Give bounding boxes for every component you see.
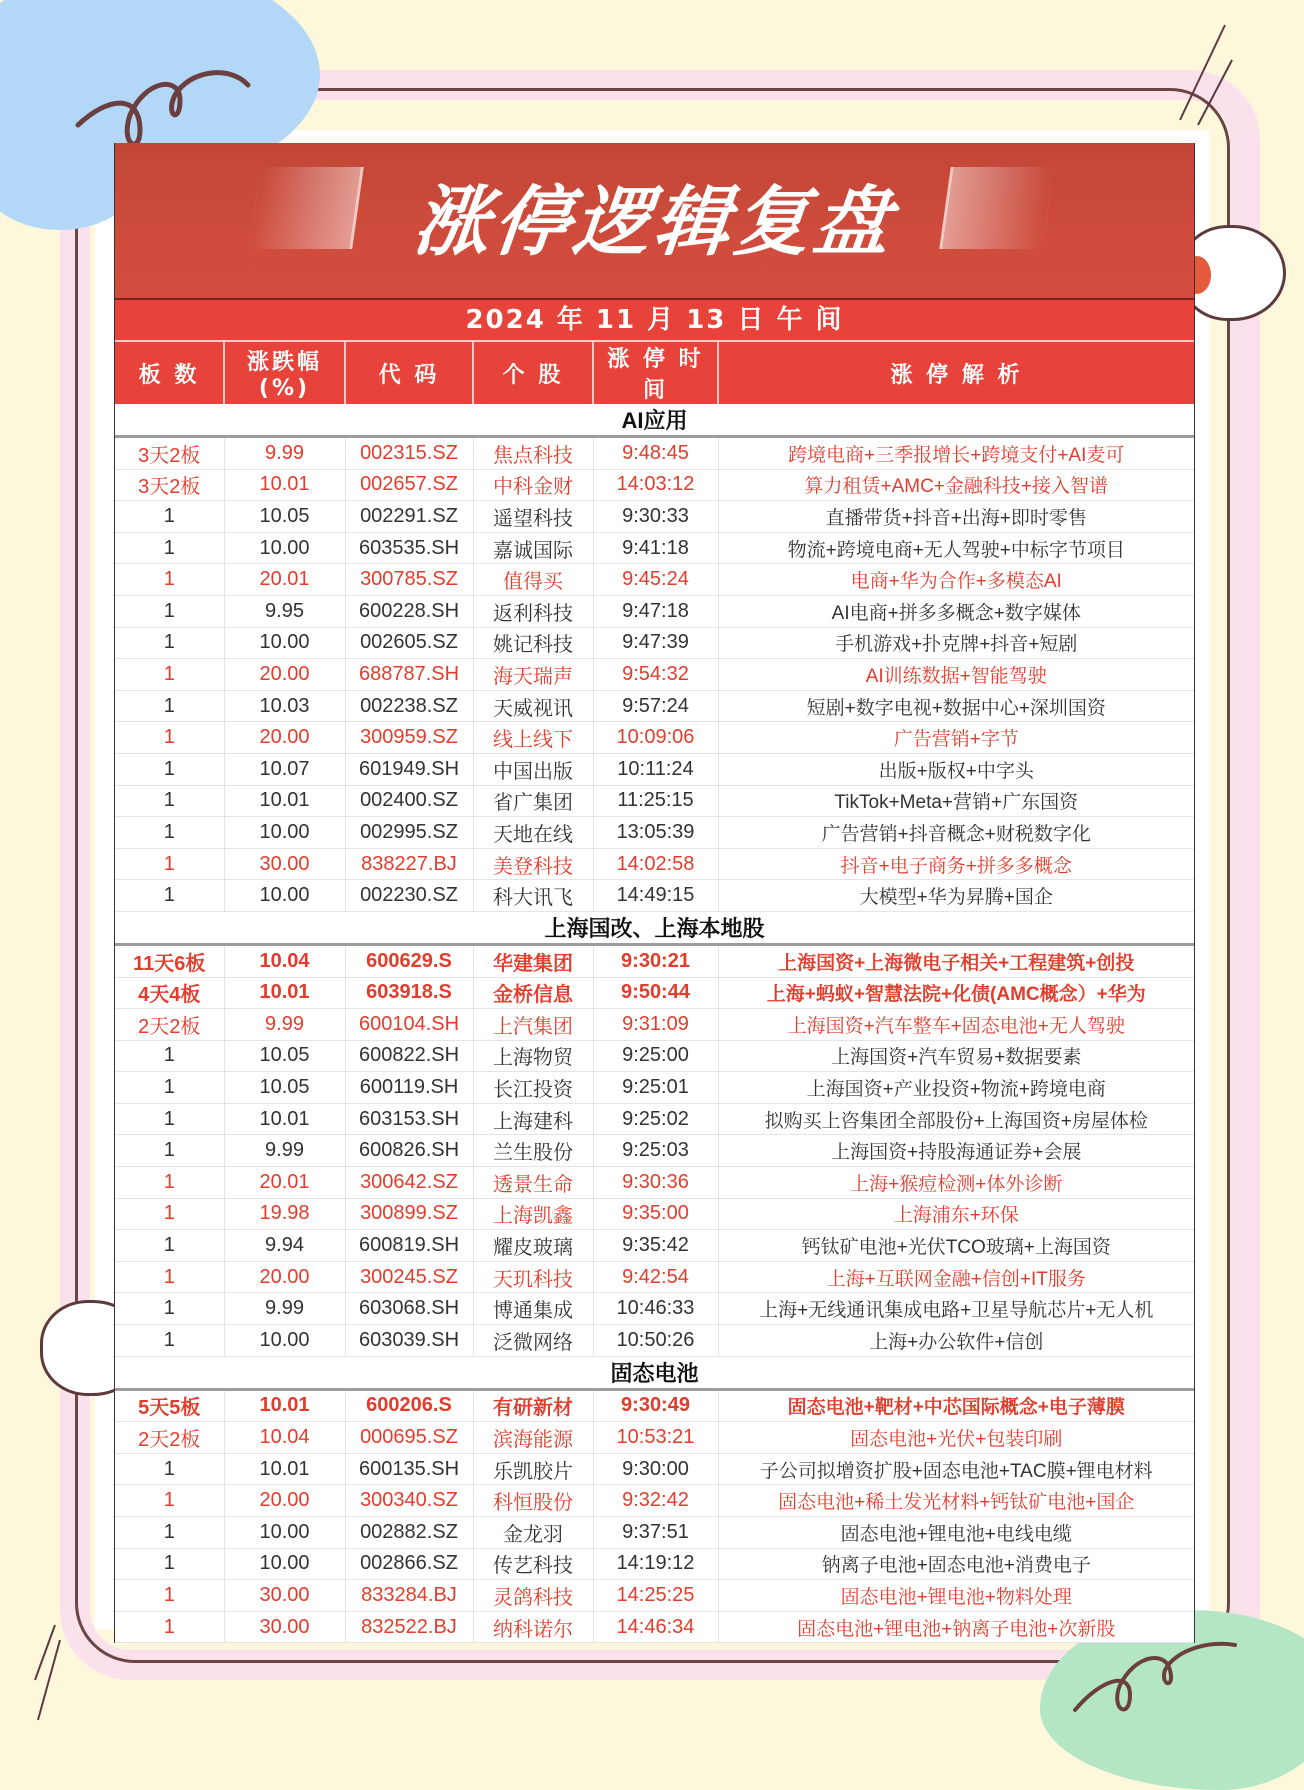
change-percent-cell: 10.00 bbox=[224, 627, 345, 659]
section-title: AI应用 bbox=[115, 404, 1194, 437]
stock-code-cell: 002400.SZ bbox=[345, 785, 473, 817]
section-header-row bbox=[115, 404, 1194, 437]
stock-code-cell: 300245.SZ bbox=[345, 1261, 473, 1293]
board-count-cell: 1 bbox=[115, 1293, 224, 1325]
board-count-cell: 3天2板 bbox=[115, 437, 224, 470]
analysis-cell: 固态电池+锂电池+电线电缆 bbox=[718, 1517, 1194, 1549]
stock-name-cell: 省广集团 bbox=[473, 785, 593, 817]
stock-name-cell: 泛微网络 bbox=[473, 1325, 593, 1357]
board-count-cell: 1 bbox=[115, 1580, 224, 1612]
limit-up-time-cell: 13:05:39 bbox=[593, 817, 718, 849]
table-row bbox=[115, 1389, 1194, 1422]
stock-name-cell: 值得买 bbox=[473, 564, 593, 596]
stock-code-cell: 002657.SZ bbox=[345, 469, 473, 501]
table-row bbox=[115, 753, 1194, 785]
change-percent-cell: 20.01 bbox=[224, 1167, 345, 1199]
table-row bbox=[115, 944, 1194, 977]
board-count-cell: 1 bbox=[115, 848, 224, 880]
table-row bbox=[115, 1261, 1194, 1293]
analysis-cell: TikTok+Meta+营销+广东国资 bbox=[718, 785, 1194, 817]
analysis-cell: 固态电池+稀土发光材料+钙钛矿电池+国企 bbox=[718, 1485, 1194, 1517]
stock-code-cell: 002605.SZ bbox=[345, 627, 473, 659]
change-percent-cell: 9.95 bbox=[224, 595, 345, 627]
stock-code-cell: 600822.SH bbox=[345, 1040, 473, 1072]
board-count-cell: 1 bbox=[115, 1135, 224, 1167]
board-count-cell: 1 bbox=[115, 1230, 224, 1262]
analysis-cell: AI训练数据+智能驾驶 bbox=[718, 659, 1194, 691]
stock-name-cell: 上汽集团 bbox=[473, 1009, 593, 1041]
analysis-cell: 电商+华为合作+多模态AI bbox=[718, 564, 1194, 596]
change-percent-cell: 10.00 bbox=[224, 1325, 345, 1357]
limit-up-time-cell: 14:46:34 bbox=[593, 1611, 718, 1643]
limit-up-time-cell: 14:03:12 bbox=[593, 469, 718, 501]
stock-name-cell: 上海物贸 bbox=[473, 1040, 593, 1072]
limit-up-time-cell: 9:48:45 bbox=[593, 437, 718, 470]
table-row bbox=[115, 1009, 1194, 1041]
change-percent-cell: 9.99 bbox=[224, 1293, 345, 1325]
scratch-line-decoration bbox=[30, 1620, 100, 1730]
limit-up-time-cell: 9:30:49 bbox=[593, 1389, 718, 1422]
section-header-row bbox=[115, 1356, 1194, 1389]
stock-code-cell: 603153.SH bbox=[345, 1103, 473, 1135]
stock-code-cell: 600826.SH bbox=[345, 1135, 473, 1167]
stock-code-cell: 603535.SH bbox=[345, 532, 473, 564]
change-percent-cell: 20.00 bbox=[224, 1261, 345, 1293]
stock-code-cell: 603039.SH bbox=[345, 1325, 473, 1357]
title-banner bbox=[115, 143, 1194, 300]
stock-name-cell: 科大讯飞 bbox=[473, 880, 593, 912]
limit-up-time-cell: 9:47:18 bbox=[593, 595, 718, 627]
change-percent-cell: 9.99 bbox=[224, 1009, 345, 1041]
change-percent-cell: 20.01 bbox=[224, 564, 345, 596]
stock-name-cell: 天地在线 bbox=[473, 817, 593, 849]
board-count-cell: 1 bbox=[115, 753, 224, 785]
page-title: 涨停逻辑复盘 bbox=[409, 177, 899, 266]
stock-name-cell: 焦点科技 bbox=[473, 437, 593, 470]
limit-up-time-cell: 9:25:00 bbox=[593, 1040, 718, 1072]
change-percent-cell: 10.03 bbox=[224, 690, 345, 722]
table-row bbox=[115, 1517, 1194, 1549]
limit-up-time-cell: 14:49:15 bbox=[593, 880, 718, 912]
stock-name-cell: 上海凯鑫 bbox=[473, 1198, 593, 1230]
limit-up-time-cell: 9:41:18 bbox=[593, 532, 718, 564]
analysis-cell: 上海+蚂蚁+智慧法院+化债(AMC概念）+华为 bbox=[718, 977, 1194, 1009]
limit-up-time-cell: 10:09:06 bbox=[593, 722, 718, 754]
stock-name-cell: 长江投资 bbox=[473, 1072, 593, 1104]
stock-name-cell: 兰生股份 bbox=[473, 1135, 593, 1167]
column-header-stock: 个 股 bbox=[473, 342, 593, 404]
change-percent-cell: 10.00 bbox=[224, 1517, 345, 1549]
analysis-cell: 物流+跨境电商+无人驾驶+中标字节项目 bbox=[718, 532, 1194, 564]
stock-code-cell: 838227.BJ bbox=[345, 848, 473, 880]
table-row bbox=[115, 1485, 1194, 1517]
column-header-change: 涨跌幅(%) bbox=[224, 342, 345, 404]
stock-code-cell: 688787.SH bbox=[345, 659, 473, 691]
analysis-cell: 拟购买上咨集团全部股份+上海国资+房屋体检 bbox=[718, 1103, 1194, 1135]
stock-name-cell: 有研新材 bbox=[473, 1389, 593, 1422]
change-percent-cell: 30.00 bbox=[224, 1580, 345, 1612]
limit-up-time-cell: 9:25:01 bbox=[593, 1072, 718, 1104]
date-bar: 2024 年 11 月 13 日 午 间 bbox=[115, 300, 1194, 342]
table-row bbox=[115, 880, 1194, 912]
table-row bbox=[115, 690, 1194, 722]
table-row bbox=[115, 627, 1194, 659]
change-percent-cell: 10.05 bbox=[224, 501, 345, 533]
table-row bbox=[115, 722, 1194, 754]
stock-code-cell: 600119.SH bbox=[345, 1072, 473, 1104]
table-row bbox=[115, 1230, 1194, 1262]
board-count-cell: 2天2板 bbox=[115, 1422, 224, 1454]
change-percent-cell: 10.01 bbox=[224, 1103, 345, 1135]
board-count-cell: 1 bbox=[115, 1548, 224, 1580]
board-count-cell: 1 bbox=[115, 1485, 224, 1517]
board-count-cell: 3天2板 bbox=[115, 469, 224, 501]
board-count-cell: 2天2板 bbox=[115, 1009, 224, 1041]
stock-code-cell: 600228.SH bbox=[345, 595, 473, 627]
stock-name-cell: 姚记科技 bbox=[473, 627, 593, 659]
board-count-cell: 11天6板 bbox=[115, 944, 224, 977]
table-row bbox=[115, 659, 1194, 691]
change-percent-cell: 10.01 bbox=[224, 977, 345, 1009]
limit-up-time-cell: 14:02:58 bbox=[593, 848, 718, 880]
board-count-cell: 1 bbox=[115, 817, 224, 849]
section-title: 固态电池 bbox=[115, 1356, 1194, 1389]
stock-code-cell: 000695.SZ bbox=[345, 1422, 473, 1454]
analysis-cell: 上海国资+汽车贸易+数据要素 bbox=[718, 1040, 1194, 1072]
stock-name-cell: 耀皮玻璃 bbox=[473, 1230, 593, 1262]
board-count-cell: 1 bbox=[115, 564, 224, 596]
board-count-cell: 1 bbox=[115, 627, 224, 659]
change-percent-cell: 10.05 bbox=[224, 1072, 345, 1104]
analysis-cell: 子公司拟增资扩股+固态电池+TAC膜+锂电材料 bbox=[718, 1453, 1194, 1485]
column-header-code: 代 码 bbox=[345, 342, 473, 404]
analysis-cell: 上海国资+持股海通证券+会展 bbox=[718, 1135, 1194, 1167]
analysis-cell: 大模型+华为昇腾+国企 bbox=[718, 880, 1194, 912]
change-percent-cell: 10.00 bbox=[224, 880, 345, 912]
change-percent-cell: 30.00 bbox=[224, 848, 345, 880]
limit-up-time-cell: 14:19:12 bbox=[593, 1548, 718, 1580]
stock-name-cell: 灵鸽科技 bbox=[473, 1580, 593, 1612]
stock-code-cell: 300959.SZ bbox=[345, 722, 473, 754]
section-header-row bbox=[115, 911, 1194, 944]
flower-decoration bbox=[1180, 225, 1286, 321]
analysis-cell: 广告营销+抖音概念+财税数字化 bbox=[718, 817, 1194, 849]
stock-name-cell: 金桥信息 bbox=[473, 977, 593, 1009]
analysis-cell: AI电商+拼多多概念+数字媒体 bbox=[718, 595, 1194, 627]
stock-code-cell: 600206.S bbox=[345, 1389, 473, 1422]
limit-up-time-cell: 10:50:26 bbox=[593, 1325, 718, 1357]
change-percent-cell: 10.00 bbox=[224, 817, 345, 849]
stock-name-cell: 金龙羽 bbox=[473, 1517, 593, 1549]
stock-name-cell: 乐凯胶片 bbox=[473, 1453, 593, 1485]
change-percent-cell: 10.00 bbox=[224, 1548, 345, 1580]
board-count-cell: 1 bbox=[115, 659, 224, 691]
limit-up-time-cell: 9:30:21 bbox=[593, 944, 718, 977]
change-percent-cell: 10.01 bbox=[224, 785, 345, 817]
table-row bbox=[115, 1198, 1194, 1230]
board-count-cell: 4天4板 bbox=[115, 977, 224, 1009]
board-count-cell: 1 bbox=[115, 1261, 224, 1293]
table-row bbox=[115, 848, 1194, 880]
stock-code-cell: 300785.SZ bbox=[345, 564, 473, 596]
stock-name-cell: 中国出版 bbox=[473, 753, 593, 785]
change-percent-cell: 20.00 bbox=[224, 1485, 345, 1517]
change-percent-cell: 10.01 bbox=[224, 469, 345, 501]
analysis-cell: 上海国资+上海微电子相关+工程建筑+创投 bbox=[718, 944, 1194, 977]
change-percent-cell: 9.99 bbox=[224, 1135, 345, 1167]
limit-up-time-cell: 9:30:33 bbox=[593, 501, 718, 533]
stock-name-cell: 海天瑞声 bbox=[473, 659, 593, 691]
stock-name-cell: 透景生命 bbox=[473, 1167, 593, 1199]
table-row bbox=[115, 437, 1194, 470]
stock-name-cell: 华建集团 bbox=[473, 944, 593, 977]
board-count-cell: 1 bbox=[115, 1611, 224, 1643]
table-row bbox=[115, 595, 1194, 627]
limit-up-time-cell: 9:42:54 bbox=[593, 1261, 718, 1293]
change-percent-cell: 10.00 bbox=[224, 532, 345, 564]
table-body bbox=[115, 404, 1194, 1643]
change-percent-cell: 30.00 bbox=[224, 1611, 345, 1643]
board-count-cell: 1 bbox=[115, 532, 224, 564]
board-count-cell: 1 bbox=[115, 1517, 224, 1549]
table-row bbox=[115, 1135, 1194, 1167]
analysis-cell: 跨境电商+三季报增长+跨境支付+AI麦可 bbox=[718, 437, 1194, 470]
limit-up-time-cell: 9:30:00 bbox=[593, 1453, 718, 1485]
stock-code-cell: 002315.SZ bbox=[345, 437, 473, 470]
stock-name-cell: 博通集成 bbox=[473, 1293, 593, 1325]
table-row bbox=[115, 1453, 1194, 1485]
stock-name-cell: 滨海能源 bbox=[473, 1422, 593, 1454]
analysis-cell: 钙钛矿电池+光伏TCO玻璃+上海国资 bbox=[718, 1230, 1194, 1262]
analysis-cell: 上海国资+汽车整车+固态电池+无人驾驶 bbox=[718, 1009, 1194, 1041]
limit-up-time-cell: 9:54:32 bbox=[593, 659, 718, 691]
table-row bbox=[115, 977, 1194, 1009]
stock-code-cell: 300899.SZ bbox=[345, 1198, 473, 1230]
stock-name-cell: 遥望科技 bbox=[473, 501, 593, 533]
change-percent-cell: 10.05 bbox=[224, 1040, 345, 1072]
change-percent-cell: 10.04 bbox=[224, 944, 345, 977]
stock-name-cell: 线上线下 bbox=[473, 722, 593, 754]
table-row bbox=[115, 469, 1194, 501]
limit-up-time-cell: 9:47:39 bbox=[593, 627, 718, 659]
stock-code-cell: 002291.SZ bbox=[345, 501, 473, 533]
board-count-cell: 1 bbox=[115, 785, 224, 817]
squiggle-icon bbox=[1070, 1630, 1240, 1720]
table-row bbox=[115, 1293, 1194, 1325]
analysis-cell: 固态电池+锂电池+钠离子电池+次新股 bbox=[718, 1611, 1194, 1643]
analysis-cell: 上海+无线通讯集成电路+卫星导航芯片+无人机 bbox=[718, 1293, 1194, 1325]
analysis-cell: 固态电池+靶材+中芯国际概念+电子薄膜 bbox=[718, 1389, 1194, 1422]
analysis-cell: 短剧+数字电视+数据中心+深圳国资 bbox=[718, 690, 1194, 722]
table-row bbox=[115, 1040, 1194, 1072]
board-count-cell: 1 bbox=[115, 690, 224, 722]
stock-name-cell: 上海建科 bbox=[473, 1103, 593, 1135]
table-row bbox=[115, 1548, 1194, 1580]
table-row bbox=[115, 532, 1194, 564]
analysis-cell: 上海浦东+环保 bbox=[718, 1198, 1194, 1230]
board-count-cell: 1 bbox=[115, 1167, 224, 1199]
scratch-line-decoration bbox=[1170, 20, 1240, 130]
board-count-cell: 1 bbox=[115, 501, 224, 533]
analysis-cell: 广告营销+字节 bbox=[718, 722, 1194, 754]
analysis-cell: 上海+猴痘检测+体外诊断 bbox=[718, 1167, 1194, 1199]
analysis-cell: 上海+互联网金融+信创+IT服务 bbox=[718, 1261, 1194, 1293]
limit-up-time-cell: 9:50:44 bbox=[593, 977, 718, 1009]
table-row bbox=[115, 1072, 1194, 1104]
limit-up-time-cell: 9:35:42 bbox=[593, 1230, 718, 1262]
board-count-cell: 1 bbox=[115, 722, 224, 754]
stock-name-cell: 天威视讯 bbox=[473, 690, 593, 722]
stock-code-cell: 002230.SZ bbox=[345, 880, 473, 912]
change-percent-cell: 10.01 bbox=[224, 1453, 345, 1485]
limit-up-time-cell: 9:37:51 bbox=[593, 1517, 718, 1549]
analysis-cell: 上海+办公软件+信创 bbox=[718, 1325, 1194, 1357]
change-percent-cell: 19.98 bbox=[224, 1198, 345, 1230]
limit-up-time-cell: 11:25:15 bbox=[593, 785, 718, 817]
analysis-cell: 上海国资+产业投资+物流+跨境电商 bbox=[718, 1072, 1194, 1104]
analysis-cell: 直播带货+抖音+出海+即时零售 bbox=[718, 501, 1194, 533]
analysis-cell: 钠离子电池+固态电池+消费电子 bbox=[718, 1548, 1194, 1580]
stock-name-cell: 传艺科技 bbox=[473, 1548, 593, 1580]
limit-up-time-cell: 10:53:21 bbox=[593, 1422, 718, 1454]
limit-up-time-cell: 14:25:25 bbox=[593, 1580, 718, 1612]
stock-code-cell: 002995.SZ bbox=[345, 817, 473, 849]
stock-code-cell: 600104.SH bbox=[345, 1009, 473, 1041]
table-row bbox=[115, 1611, 1194, 1643]
table-row bbox=[115, 1167, 1194, 1199]
section-title: 上海国改、上海本地股 bbox=[115, 911, 1194, 944]
stock-code-cell: 600135.SH bbox=[345, 1453, 473, 1485]
limit-up-time-cell: 9:25:03 bbox=[593, 1135, 718, 1167]
board-count-cell: 1 bbox=[115, 1103, 224, 1135]
limit-up-review-sheet bbox=[114, 143, 1195, 1643]
stock-name-cell: 嘉诚国际 bbox=[473, 532, 593, 564]
stock-name-cell: 纳科诺尔 bbox=[473, 1611, 593, 1643]
stock-code-cell: 603068.SH bbox=[345, 1293, 473, 1325]
limit-up-time-cell: 9:57:24 bbox=[593, 690, 718, 722]
stock-name-cell: 返利科技 bbox=[473, 595, 593, 627]
change-percent-cell: 10.07 bbox=[224, 753, 345, 785]
board-count-cell: 1 bbox=[115, 880, 224, 912]
board-count-cell: 1 bbox=[115, 1072, 224, 1104]
stock-code-cell: 002882.SZ bbox=[345, 1517, 473, 1549]
analysis-cell: 固态电池+锂电池+物料处理 bbox=[718, 1580, 1194, 1612]
change-percent-cell: 10.04 bbox=[224, 1422, 345, 1454]
column-header-boards: 板 数 bbox=[115, 342, 224, 404]
stock-name-cell: 科恒股份 bbox=[473, 1485, 593, 1517]
table-row bbox=[115, 817, 1194, 849]
board-count-cell: 1 bbox=[115, 595, 224, 627]
limit-up-time-cell: 9:35:00 bbox=[593, 1198, 718, 1230]
table-row bbox=[115, 564, 1194, 596]
limit-up-time-cell: 9:31:09 bbox=[593, 1009, 718, 1041]
board-count-cell: 1 bbox=[115, 1040, 224, 1072]
table-header-row bbox=[115, 342, 1194, 404]
change-percent-cell: 20.00 bbox=[224, 722, 345, 754]
board-count-cell: 1 bbox=[115, 1198, 224, 1230]
limit-up-time-cell: 10:11:24 bbox=[593, 753, 718, 785]
stock-code-cell: 833284.BJ bbox=[345, 1580, 473, 1612]
stock-name-cell: 天玑科技 bbox=[473, 1261, 593, 1293]
stock-code-cell: 603918.S bbox=[345, 977, 473, 1009]
stock-code-cell: 002866.SZ bbox=[345, 1548, 473, 1580]
change-percent-cell: 9.99 bbox=[224, 437, 345, 470]
table-row bbox=[115, 785, 1194, 817]
change-percent-cell: 10.01 bbox=[224, 1389, 345, 1422]
stock-name-cell: 美登科技 bbox=[473, 848, 593, 880]
board-count-cell: 1 bbox=[115, 1325, 224, 1357]
column-header-analysis: 涨 停 解 析 bbox=[718, 342, 1194, 404]
limit-up-time-cell: 9:30:36 bbox=[593, 1167, 718, 1199]
limit-up-time-cell: 9:45:24 bbox=[593, 564, 718, 596]
table-row bbox=[115, 1580, 1194, 1612]
limit-up-table bbox=[115, 342, 1194, 1643]
stock-code-cell: 002238.SZ bbox=[345, 690, 473, 722]
table-row bbox=[115, 501, 1194, 533]
stock-code-cell: 600629.S bbox=[345, 944, 473, 977]
stock-code-cell: 300642.SZ bbox=[345, 1167, 473, 1199]
column-header-time: 涨 停 时 间 bbox=[593, 342, 718, 404]
squiggle-icon bbox=[70, 55, 260, 145]
limit-up-time-cell: 10:46:33 bbox=[593, 1293, 718, 1325]
table-row bbox=[115, 1325, 1194, 1357]
table-row bbox=[115, 1422, 1194, 1454]
stock-name-cell: 中科金财 bbox=[473, 469, 593, 501]
change-percent-cell: 20.00 bbox=[224, 659, 345, 691]
stock-code-cell: 600819.SH bbox=[345, 1230, 473, 1262]
table-row bbox=[115, 1103, 1194, 1135]
analysis-cell: 抖音+电子商务+拼多多概念 bbox=[718, 848, 1194, 880]
analysis-cell: 出版+版权+中字头 bbox=[718, 753, 1194, 785]
board-count-cell: 5天5板 bbox=[115, 1389, 224, 1422]
change-percent-cell: 9.94 bbox=[224, 1230, 345, 1262]
analysis-cell: 手机游戏+扑克牌+抖音+短剧 bbox=[718, 627, 1194, 659]
limit-up-time-cell: 9:32:42 bbox=[593, 1485, 718, 1517]
board-count-cell: 1 bbox=[115, 1453, 224, 1485]
stock-code-cell: 601949.SH bbox=[345, 753, 473, 785]
stock-code-cell: 300340.SZ bbox=[345, 1485, 473, 1517]
limit-up-time-cell: 9:25:02 bbox=[593, 1103, 718, 1135]
stock-code-cell: 832522.BJ bbox=[345, 1611, 473, 1643]
analysis-cell: 固态电池+光伏+包装印刷 bbox=[718, 1422, 1194, 1454]
analysis-cell: 算力租赁+AMC+金融科技+接入智谱 bbox=[718, 469, 1194, 501]
